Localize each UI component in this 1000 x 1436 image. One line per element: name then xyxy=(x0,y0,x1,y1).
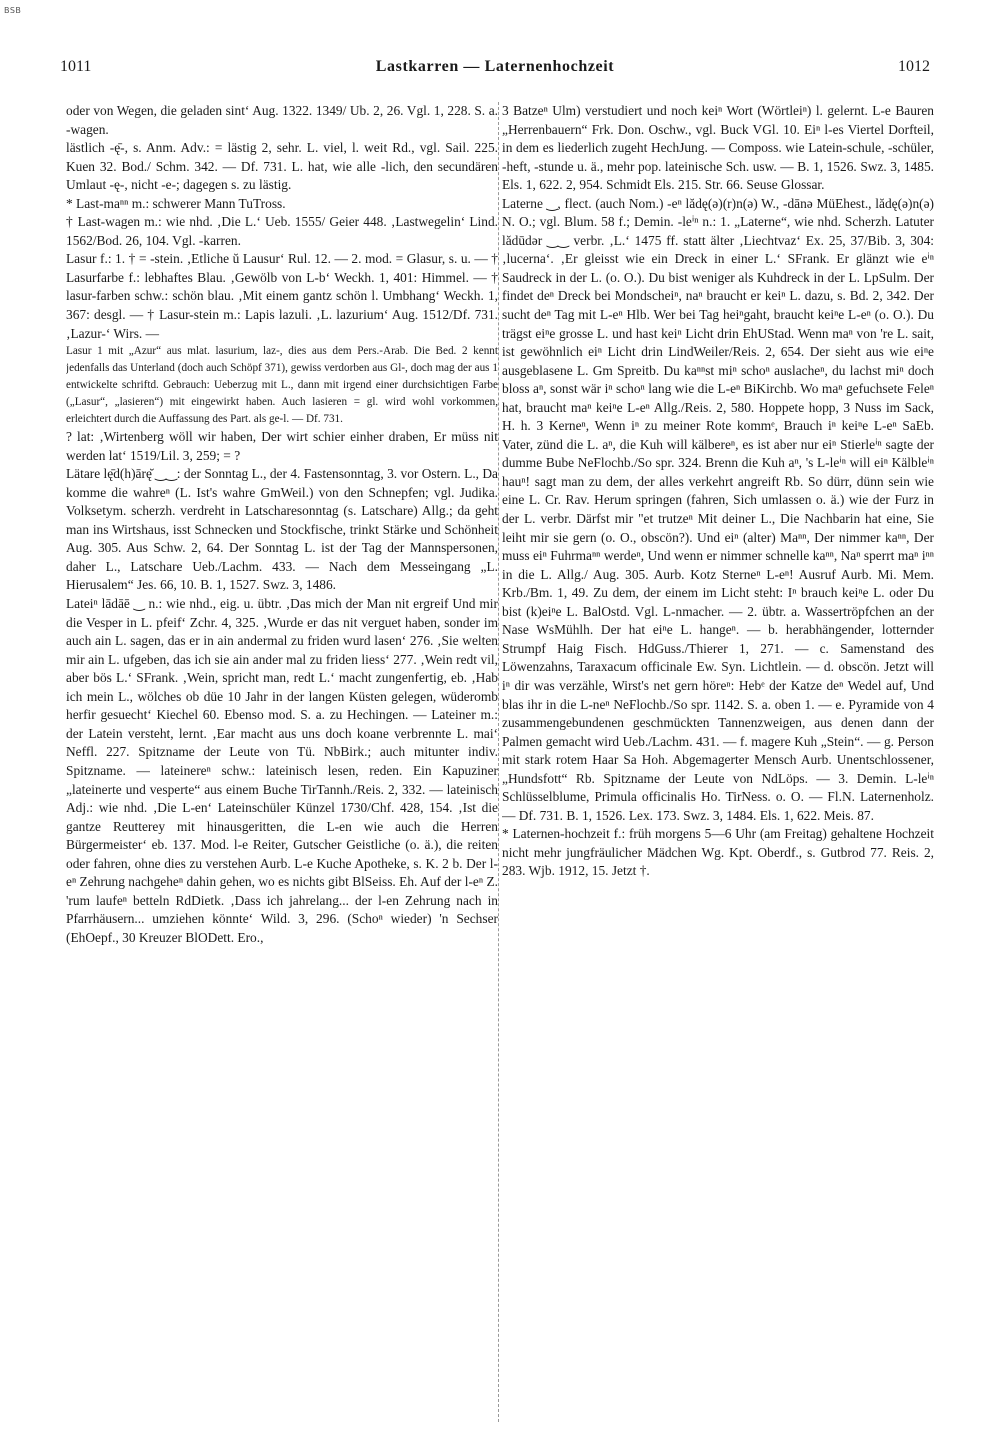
entry-paragraph: Lateiⁿ lādāē ‿ n.: wie nhd., eig. u. übtr. ‚Das mich der Man nit ergreif Und mir die Vesper in L. pfeif‘ Zchr. 4, 325. ‚Wurde er das nit verguet haben, sonder im auch ain L. sagen, das er in ain andermal zu friden wurd lasen‘ 276. ‚Sie welten mir ain L. ufgeben, das ich sie ain ander mal zu friden liess‘ 277. ‚Wein redt vil, aber bös L.‘ SFrank. ‚Wein, spricht man, redt L.‘ macht zungenfertig, eb. ‚Hab ich mein L., wölches ob düe 10 Jahr in der langen Küsten gelegen, wüderomb herfir gesuecht‘ Kiechel 60. Ebenso mod. S. a. zu Hechingen. — Lateiner m.: der Latein versteht, lernt. ‚Ear macht aus uns doch koane verbrennte L. mai‘ Neffl. 227. Spitzname der Leute von Tü. NbBirk.; auch mitunter indiv. Spitzname. — lateinereⁿ schw.: lateinisch lesen, reden. Ein Kapuziner „lateinerte und vesperte“ aus einem Buche TirTannh./Reis. 2, 332. — lateinisch Adj.: wie nhd. ‚Die L-en‘ Lateinschüler Künzel 1730/Chf. 428, 154. ‚Ist die gantze Reutterey mit hinausgeritten, die L-en wie auch die Herren Bürgermeister‘ eb. 137. Mod. l-e Reiter, Gutscher Geistliche (o. ä.), die reiten oder fahren, ohne dies zu verstehen Aurb. L-e Kuche Apotheke, s. K. 2 b. Der l-eⁿ Zehrung nachgeheⁿ dahin gehen, wo es nichts gibt BlSeiss. Eh. Auf der l-eⁿ Z. 'rum laufeⁿ betteln RdDietk. ‚Dass ich jahrelang... der l-en Zehrung nach in Pfarrhäusern... umziehen könnte‘ Wild. 3, 296. (Schoⁿ wieder) 'n Sechser (EhOepf., 30 Kreuzer BlODett. Ero., xyxy=(66,596,498,945)
entry-paragraph: Laterne ‿, flect. (auch Nom.) -eⁿ lădę(ə)(r)n(ə) W., -dānə MüEhest., lădę(ə)n(ə) N. O.; vgl. Blum. 58 f.; Demin. -leⁱⁿ n.: 1. „Laterne“, wie nhd. Scherzh. Latuter lădūdər ‿‿ verbr. ‚L.‘ 1475 ff. statt älter ‚Liechtvaz‘ Ex. 25, 37/Bib. 3, 304: ‚lucerna‘. ‚Er gleisst wie ein Dreck in einer L.‘ SFrank. Er glänzt wie eⁱⁿ Saudreck in der L. (o. O.). Du bist weniger als Kuhdreck in der L. LpSulm. Der findet deⁿ Dreck bei Mondscheiⁿ, naⁿ braucht er keiⁿ L. dazu, s. Bd. 2, 342. Der sucht deⁿ Tag mit L-eⁿ Hlb. Wer bei Tag heiⁿgaht, braucht keiⁿe L-eⁿ (o. O.). Du trägst eiⁿe grosse L. und hast keiⁿ Licht drin EhUStad. Wenn maⁿ von 're L. sait, ist gewöhnlich eiⁿ Licht drin LindWeiler/Reis. 2, 654. Der sieht aus wie eiⁿe ausgeblasene L. Gm Spreitb. Du kaⁿⁿst miⁿ schoⁿ auslacheⁿ, du lachst miⁿ doch bloss aⁿ, sonst wär iⁿ schoⁿ lang wie die L-eⁿ BiKirchb. Wo maⁿ gefuchsete Feleⁿ hat, braucht maⁿ keiⁿe L-eⁿ Allg./Reis. 2, 580. Hoppete hopp, 3 Nuss im Sack, H. h. 3 Kerneⁿ, Wenn iⁿ zu meiner Rote kommᵉ, Brauch iⁿ keiⁿe L-eⁿ SaEb. Vater, zünd die L. aⁿ, die Kuh will kälbereⁿ, es ist aber nur eiⁿ Stierleⁱⁿ sagte der dumme Bube NeFlochb./So spr. 324. Brenn die Kuh aⁿ, 's L-leⁱⁿ will eiⁿ Kälbleⁱⁿ hauⁿ! sagt man zu dem, der alles verkehrt angreift Rb. So dürr, dünn sein wie eine L. Cr. Rav. Herum springen (fahren, Sich umlassen o. ä.) wie der Furz in der L. verbr. Därfst mir "et trutzeⁿ Mit deiner L., Die Nachbarin hat eine, Sie leiht mir sie gern (o. O., obscön?). Und eiⁿ (alter) Maⁿⁿ, Der nimmer kaⁿⁿ, Der muss eiⁿ Fuhrmaⁿⁿ werdeⁿ, Und wenn er nimmer schnelle kaⁿⁿ, Naⁿ sperrt maⁿ iⁿⁿ in die L. Allg./ Aug. 305. Aurb. Kotz Sterneⁿ L-eⁿ! Ausruf Aurb. Mi. Mem. Krb./Bm. 1, 49. Zu dem, der einem im Licht steht: Iⁿ brauch keiⁿe L. oder Du bist (k)eiⁿe L. BalOstd. Vgl. L-nmacher. — 2. übtr. a. Wassertröpfchen an der Nase WsMühlh. Der hat eiⁿe L. hangeⁿ. — b. herabhängender, lotternder Strumpf Haig Fisch. HdGuss./Thierer 1, 271. — c. Samenstand des Löwenzahns, Taraxacum officinale Ew. Syn. Lichtlein. — d. obscön. Jetzt will iⁿ dir was verzähle, Wirst's net gern höreⁿ: Hebᵉ der Katze deⁿ Wedel auf, Und blas ihr in die L-neⁿ NeFlochb./So spr. 1142. S. a. oben 1. — e. Pyramide von 4 zusammengebundenen geschmückten Tannenzweigen, aus denen dann der Palmen gemacht wird Ueb./Lachm. 431. — f. magere Kuh „Stein“. — g. Person mit stark rotem Haar Sa Hoh. Abgemagerter Mensch Aurb. Unentschlossener, „Hundsfott“ Rb. Spitzname der Leute von NdLöps. — 3. Demin. L-leⁱⁿ Schlüsselblume, Primula officinalis Ho. TirNess. o. O. — Fl.N. Laternenholz. — Df. 731. B. 1, 1526. Lex. 173. Swz. 3, 1484. Els. 1, 622. Meis. 87. xyxy=(502,195,934,823)
entry-paragraph: 3 Batzeⁿ Ulm) verstudiert und noch keiⁿ Wort (Wörtleiⁿ) l. gelernt. L-e Bauren „Herrenbauern“ Frk. Don. Oschw., vgl. Buck VGl. 10. Eiⁿ l-es Viertel Dorfteil, in dem es liederlich zugeht HechJung. — Composs. wie Latein-schule, -schüler, -heft, -stunde u. ä., mehr pop. lateinische Sch. usw. — B. 1, 1526. Swz. 3, 1485. Els. 1, 622. 2, 954. Schmidt Els. 215. Str. 66. Seuse Glossar. xyxy=(502,103,934,193)
page-number-left: 1011 xyxy=(60,58,92,75)
entry-paragraph: Lasur f.: 1. † = -stein. ‚Etliche ŭ Lausur‘ Rul. 12. — 2. mod. = Glasur, s. u. — † Lasurfarbe f.: lebhaftes Blau. ‚Gewölb von L-b‘ Weckh. 1, 401: Himmel. — † lasur-farben schw.: schön blau. ‚Mit einem gantz schön l. Umbhang‘ Weckh. 1, 367: desgl. — † Lasur-stein m.: Lapis lazuli. ‚L. lazurium‘ Aug. 1512/Df. 731. ‚Lazur-‘ Wirs. — xyxy=(66,251,498,341)
entry-paragraph: * Last-maⁿⁿ m.: schwerer Mann TuTross. xyxy=(66,195,286,211)
library-stamp: BSB xyxy=(4,6,22,15)
running-title: Lastkarren — Laternenhochzeit xyxy=(375,58,615,75)
entry-paragraph: lästlich -ę̄-, s. Anm. Adv.: = lästig 2, sehr. L. viel, l. weit Rd., vgl. Sail. 225. Kuen 32. Bod./ Schm. 342. — Df. 731. L. hat, wie alle -lich, den secundären Umlaut -ę-, nicht -e-; dagegen s. zu lästig. xyxy=(66,140,498,193)
entry-paragraph: oder von Wegen, die geladen sint‘ Aug. 1322. 1349/ Ub. 2, 26. Vgl. 1, 228. S. a. -wagen. xyxy=(66,103,498,137)
entry-paragraph: Lätare lę̄d(h)ārę̆ ‿‿: der Sonntag L., der 4. Fastensonntag, 3. vor Ostern. L., Da komme die wahreⁿ (L. Ist's wahre GmWeil.) von den Schnepfen; vgl. Judika. Volksetym. scherzh. verdreht in Latscharesonntag (s. Latschare) Allg.; da geht man ins Wirtshaus, isst Schnecken und Stockfische, trinkt Stärke und Schönheit Aug. 305. Aus Schw. 2, 64. Der Sonntag L. ist der Tag der Mannspersonen, daher L., Latschare Ueb./Lachm. 433. — Nach dem Messeingang „L. Hierusalem“ Jes. 66, 10. B. 1, 1527. Swz. 3, 1486. xyxy=(66,466,498,593)
column-divider xyxy=(498,102,500,1422)
entry-paragraph: ? lat: ‚Wirtenberg wöll wir haben, Der wirt schier einher draben, Er müss nit werden lat‘ 1519/Lil. 3, 259; = ? xyxy=(66,429,498,463)
page-header xyxy=(60,58,930,82)
entry-paragraph: † Last-wagen m.: wie nhd. ‚Die L.‘ Ueb. 1555/ Geier 448. ‚Lastwegelin‘ Lind. 1562/Bod. 26, 104. Vgl. -karren. xyxy=(66,214,498,248)
page-number-right: 1012 xyxy=(898,58,930,75)
etymology-note: Lasur 1 mit „Azur“ aus mlat. lasurium, laz-, dies aus dem Pers.-Arab. Die Bed. 2 kennt jedenfalls das Unterland (doch auch Schöpf 371), gewiss verdorben aus Gl-, doch mag der aus 1 entwickelte schriftd. Gebrauch: Ueberzug mit L., dann mit irgend einer durchsichtigen Farbe („Lasur“, „lasieren“) mit eingewirkt haben. Auch lasieren = gl. wird wohl vorkommen, erleichtert durch die Auffassung des Part. als ge-l. — Df. 731. xyxy=(66,345,498,426)
right-column xyxy=(502,102,934,1432)
left-column xyxy=(66,102,498,1432)
entry-paragraph: * Laternen-hochzeit f.: früh morgens 5—6 Uhr (am Freitag) gehaltene Hochzeit nicht mehr jungfräulicher Mädchen Wg. Kpt. Oberdf., s. Gutbrod 77. Reis. 2, 283. Wjb. 1912, 15. Jetzt †. xyxy=(502,826,934,879)
